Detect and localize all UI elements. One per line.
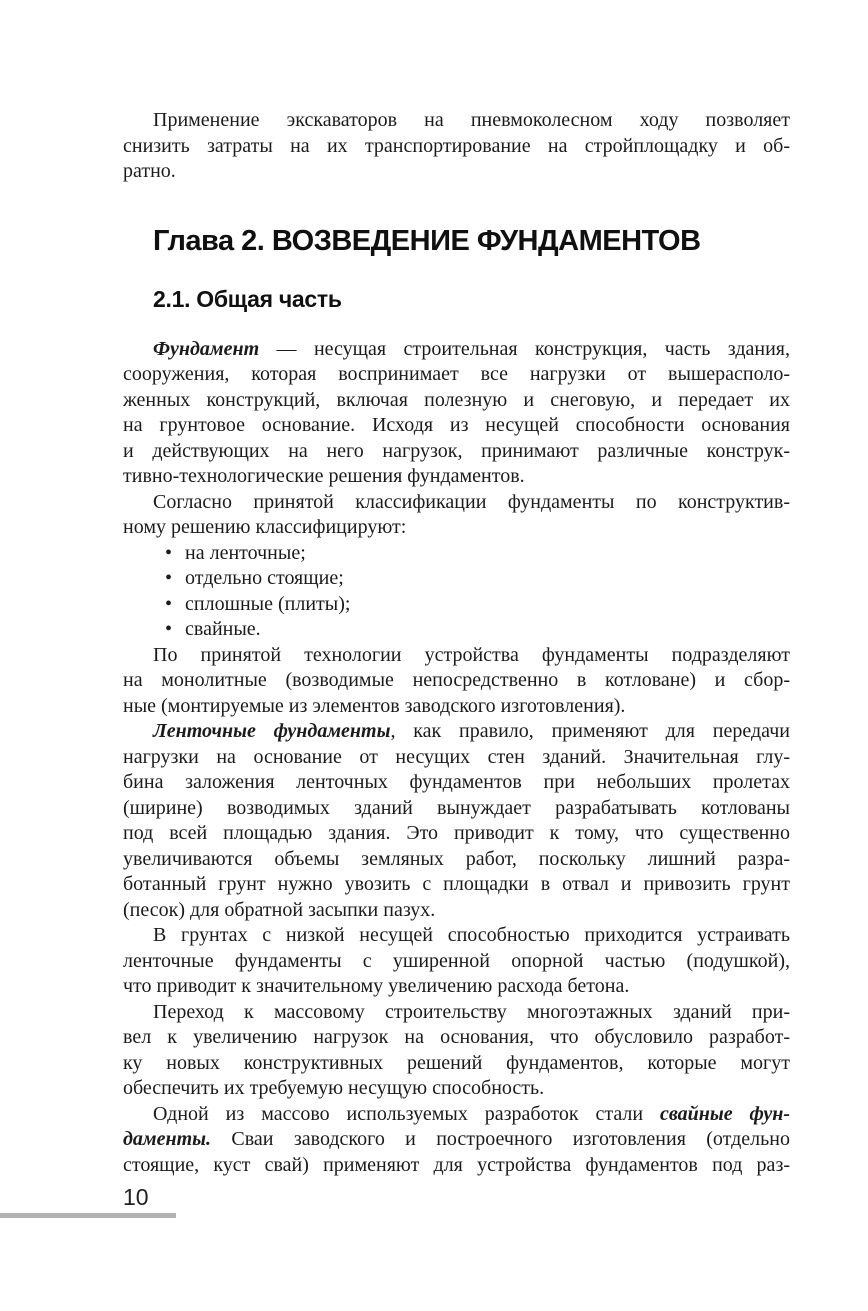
text-line: [123, 464, 790, 490]
text-line: [123, 719, 790, 745]
text-run: нагрузки на основание от несущих стен зданий. Значительная глу-: [123, 745, 790, 768]
text-line: [123, 668, 790, 694]
text-line: [123, 1051, 790, 1077]
foundation-types-list: [123, 541, 790, 643]
bullet-marker-icon: •: [165, 541, 173, 564]
bullet-marker-icon: •: [165, 567, 173, 589]
bullet-item-label: свайные.: [185, 618, 261, 640]
text-run: бина заложения ленточных фундаментов при небольших пролетах: [123, 771, 790, 793]
text-run: ку новых конструктивных решений фундаментов, которые могут: [123, 1051, 790, 1074]
text-run: ратно.: [123, 160, 176, 182]
text-run: и действующих на него нагрузок, принимают различные конструк-: [123, 439, 790, 462]
text-run: женных конструкций, включая полезную и снеговую, и передает их: [123, 388, 790, 411]
footer-rule: [0, 1213, 176, 1218]
text-run: В грунтах с низкой несущей способностью приходится устраивать: [153, 924, 790, 946]
text-line: [123, 745, 790, 771]
text-run: снизить затраты на их транспортирование на стройплощадку и об-: [123, 134, 790, 157]
page-text-block: [123, 108, 790, 1178]
text-run: что приводит к значительному увеличению расхода бетона.: [123, 975, 630, 997]
text-line: [123, 1000, 790, 1026]
text-line: [123, 490, 790, 516]
bold-italic-run: свайные фун-: [659, 1102, 790, 1125]
paragraph-low-bearing-soils: [123, 923, 790, 1000]
text-run: Согласно принятой классификации фундаменты по конструктив-: [153, 490, 790, 513]
paragraph-multistorey: [123, 1000, 790, 1102]
text-line: [123, 872, 790, 898]
text-line: [123, 1025, 790, 1051]
bullet-item: [123, 566, 790, 592]
bullet-item: [123, 617, 790, 643]
paragraph-strip-foundations: [123, 719, 790, 923]
text-line: [123, 1076, 790, 1102]
text-run: Одной из массово используемых разработок стали: [153, 1102, 660, 1125]
text-line: [123, 643, 790, 669]
text-run: на монолитные (возводимые непосредственно в котловане) и сбор-: [123, 669, 790, 691]
text-run: — несущая строительная конструкция, часть здания,: [259, 337, 790, 360]
text-run: стоящие, куст свай) применяют для устройства фундаментов под раз-: [123, 1153, 790, 1176]
text-run: , как правило, применяют для передачи: [390, 720, 790, 742]
text-run: на грунтовое основание. Исходя из несущей способности основания: [123, 414, 790, 436]
text-line: [123, 1127, 790, 1153]
page-number: 10: [123, 1184, 149, 1210]
text-line: [123, 847, 790, 873]
intro-paragraph: [123, 108, 790, 185]
bullet-marker-icon: •: [165, 618, 173, 640]
text-line: [123, 515, 790, 541]
text-run: увеличиваются объемы земляных работ, поскольку лишний разра-: [123, 847, 790, 870]
text-line: [123, 974, 790, 1000]
text-run: ные (монтируемые из элементов заводского изготовления).: [123, 694, 626, 717]
text-run: По принятой технологии устройства фундаменты подразделяют: [153, 643, 790, 666]
text-run: Сваи заводского и построечного изготовления (отдельно: [211, 1128, 790, 1150]
text-run: Переход к массовому строительству многоэтажных зданий при-: [153, 1000, 790, 1023]
text-line: [123, 108, 790, 134]
text-run: под всей площадью здания. Это приводит к тому, что существенно: [123, 822, 790, 844]
text-line: [123, 134, 790, 160]
text-line: [123, 770, 790, 796]
section-heading: 2.1. Общая часть: [153, 285, 342, 312]
text-run: Применение экскаваторов на пневмоколесном ходу позволяет: [153, 109, 790, 131]
text-run: (песок) для обратной засыпки пазух.: [123, 898, 436, 921]
text-line: [123, 898, 790, 924]
bold-italic-run: даменты.: [123, 1128, 212, 1150]
paragraph-classification-lead: [123, 490, 790, 541]
paragraph-technology: [123, 643, 790, 720]
text-line: [123, 388, 790, 414]
bullet-item: [123, 541, 790, 567]
text-line: [123, 796, 790, 822]
text-line: [123, 337, 790, 363]
bullet-marker-icon: •: [165, 592, 173, 615]
text-run: тивно-технологические решения фундаментов.: [123, 465, 525, 487]
chapter-heading: Глава 2. ВОЗВЕДЕНИЕ ФУНДАМЕНТОВ: [153, 224, 701, 257]
bold-italic-run: Фундамент: [153, 337, 260, 360]
text-run: ленточные фундаменты с уширенной опорной частью (подушкой),: [123, 949, 790, 972]
bullet-item-label: отдельно стоящие;: [185, 567, 344, 589]
paragraph-foundation-definition: [123, 337, 790, 490]
text-run: ному решению классифицируют:: [123, 516, 407, 538]
bold-italic-run: Ленточные фундаменты: [153, 720, 391, 742]
bullet-item-label: на ленточные;: [185, 541, 306, 564]
text-run: обеспечить их требуемую несущую способность.: [123, 1077, 545, 1099]
text-line: [123, 439, 790, 465]
text-line: [123, 949, 790, 975]
text-line: [123, 362, 790, 388]
text-line: [123, 413, 790, 439]
text-run: сооружения, которая воспринимает все нагрузки от вышерасполо-: [123, 363, 790, 385]
text-run: ботанный грунт нужно увозить с площадки в отвал и привозить грунт: [123, 873, 790, 895]
bullet-item-label: сплошные (плиты);: [185, 592, 351, 615]
bullet-item: [123, 592, 790, 618]
text-line: [123, 159, 790, 185]
text-line: [123, 1153, 790, 1179]
text-run: (ширине) возводимых зданий вынуждает разрабатывать котлованы: [123, 796, 790, 819]
text-line: [123, 821, 790, 847]
text-line: [123, 694, 790, 720]
paragraph-pile-foundations: [123, 1102, 790, 1179]
text-run: вел к увеличению нагрузок на основания, что обусловило разработ-: [123, 1026, 790, 1048]
text-line: [123, 923, 790, 949]
text-line: [123, 1102, 790, 1128]
